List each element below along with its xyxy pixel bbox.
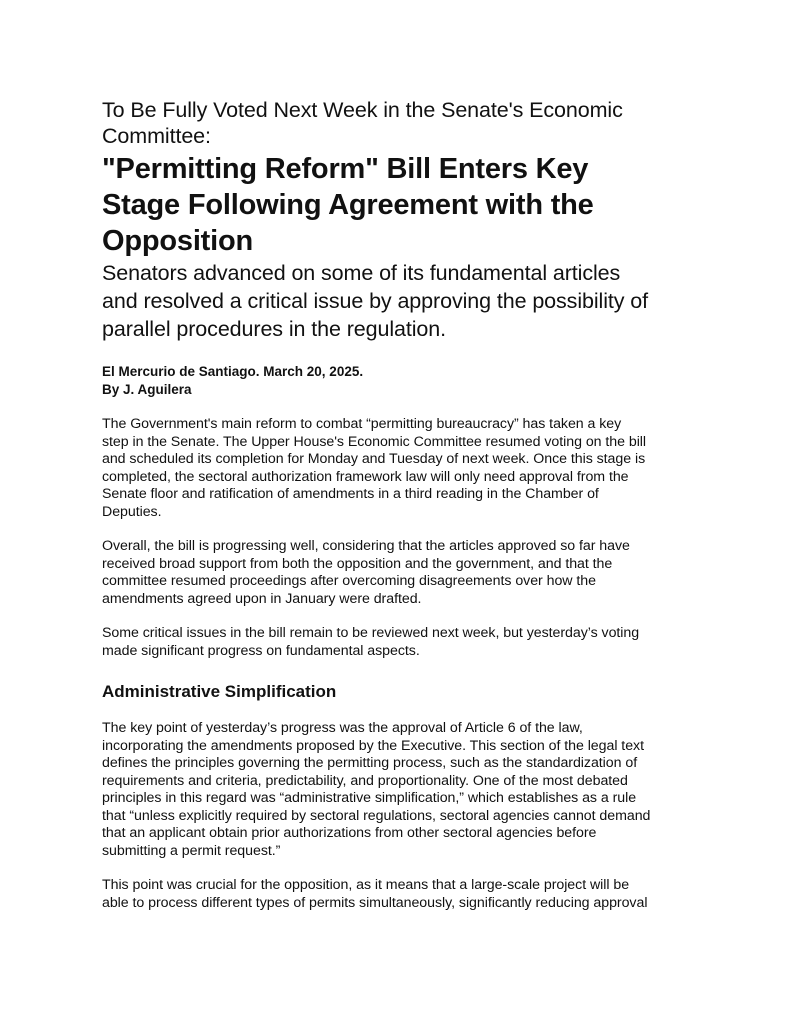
article	[102, 97, 722, 912]
body-paragraph	[102, 625, 722, 660]
author-line: By J. Aguilera	[102, 382, 192, 397]
paragraph-line: able to process different types of permits simultaneously, significantly reducing approval	[102, 894, 648, 911]
paragraph-line: The key point of yesterday’s progress was the approval of Article 6 of the law,	[102, 720, 583, 736]
dek-line: Senators advanced on some of its fundamental articles	[102, 261, 621, 285]
headline-line: Opposition	[102, 225, 254, 257]
paragraph-line: and scheduled its completion for Monday and Tuesday of next week. Once this stage is	[102, 451, 646, 467]
article-headline	[102, 151, 722, 259]
paragraph-line: requirements and criteria, predictability, and proportionality. One of the most debated	[102, 772, 628, 789]
paragraph-line: Senate floor and ratification of amendments in a third reading in the Chamber of	[102, 486, 599, 502]
dek-line: parallel procedures in the regulation.	[102, 317, 447, 341]
paragraph-line: defines the principles governing the permitting process, such as the standardization of	[102, 755, 638, 771]
headline-line: "Permitting Reform" Bill Enters Key	[102, 153, 589, 185]
article-byline	[102, 363, 722, 399]
body-paragraph	[102, 877, 722, 912]
paragraph-line: Some critical issues in the bill remain to be reviewed next week, but yesterday’s voting	[102, 625, 640, 641]
paragraph-line: The Government's main reform to combat “permitting bureaucracy” has taken a key	[102, 416, 622, 432]
paragraph-line: This point was crucial for the opposition, as it means that a large-scale project will be	[102, 877, 630, 893]
body-paragraph	[102, 416, 722, 521]
paragraph-line: incorporating the amendments proposed by the Executive. This section of the legal text	[102, 737, 644, 754]
article-kicker	[102, 97, 722, 149]
paragraph-line: received broad support from both the opposition and the government, and that the	[102, 555, 613, 572]
paragraph-line: Overall, the bill is progressing well, considering that the articles approved so far have	[102, 538, 630, 554]
paragraph-line: principles in this regard was “administrative simplification,” which establishes as a rule	[102, 790, 637, 806]
article-dek	[102, 259, 722, 343]
kicker-line: To Be Fully Voted Next Week in the Senate's Economic	[102, 98, 623, 122]
source-dateline: El Mercurio de Santiago. March 20, 2025.	[102, 364, 364, 379]
section-heading: Administrative Simplification	[102, 682, 337, 701]
paragraph-line: step in the Senate. The Upper House's Economic Committee resumed voting on the bill	[102, 433, 647, 450]
paragraph-line: made significant progress on fundamental aspects.	[102, 642, 420, 659]
paragraph-line: that “unless explicitly required by sectoral regulations, sectoral agencies cannot demand	[102, 807, 651, 824]
paragraph-line: submitting a permit request.”	[102, 842, 281, 859]
kicker-line: Committee:	[102, 124, 211, 148]
paragraph-line: that an applicant obtain prior authorizations from other sectoral agencies before	[102, 825, 597, 841]
headline-line: Stage Following Agreement with the	[102, 189, 594, 221]
paragraph-line: completed, the sectoral authorization framework law will only need approval from the	[102, 468, 629, 485]
dek-line: and resolved a critical issue by approving the possibility of	[102, 289, 649, 313]
body-paragraph	[102, 538, 722, 608]
paragraph-line: Deputies.	[102, 503, 162, 520]
paragraph-line: committee resumed proceedings after overcoming disagreements over how the	[102, 573, 596, 589]
body-paragraph	[102, 720, 722, 860]
paragraph-line: amendments agreed upon in January were drafted.	[102, 590, 422, 607]
